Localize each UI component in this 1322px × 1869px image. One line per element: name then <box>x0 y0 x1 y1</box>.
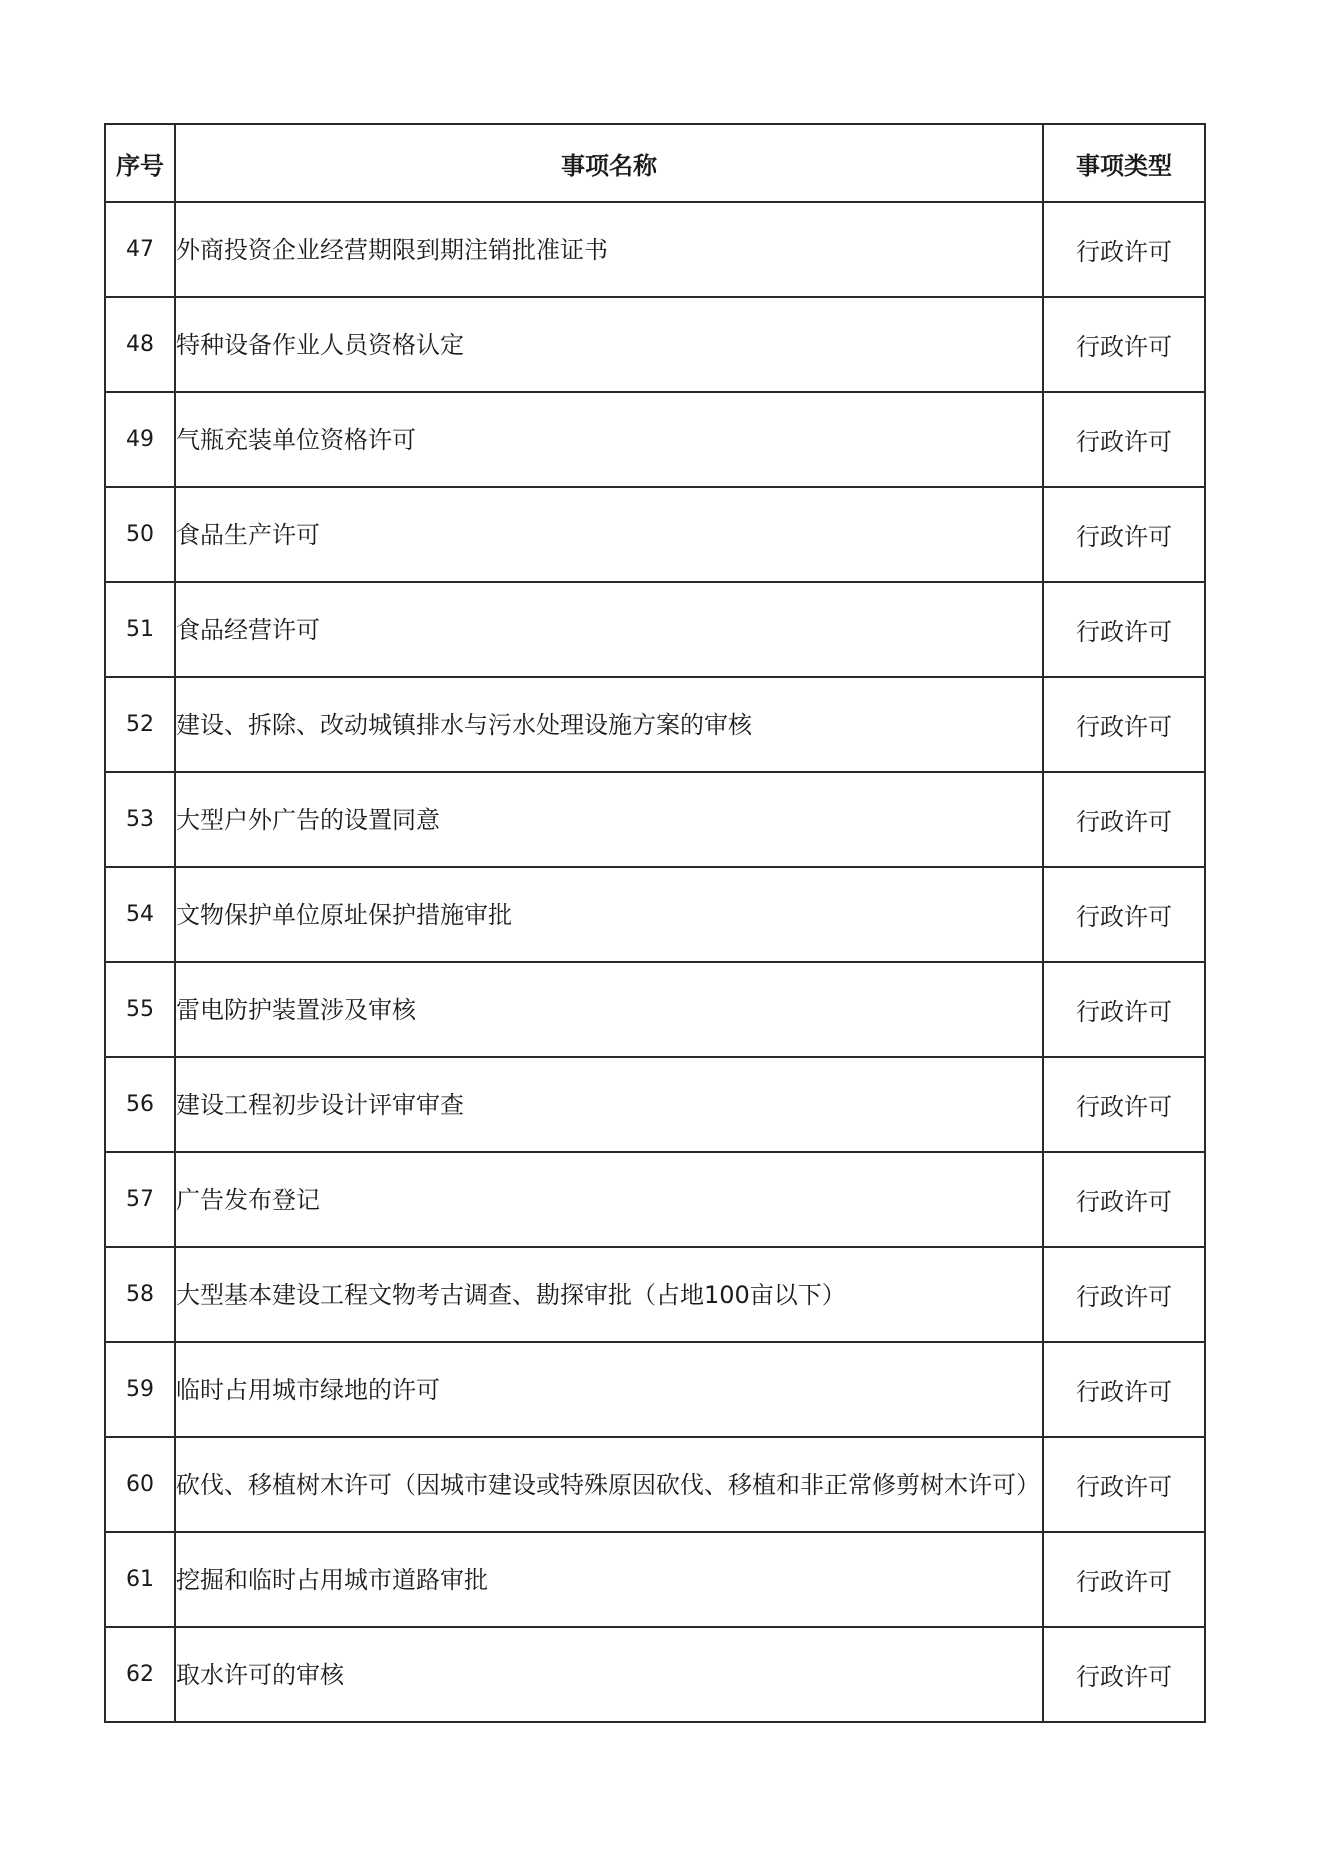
row-item-name: 大型户外广告的设置同意 <box>175 772 1043 867</box>
table-row <box>105 772 1205 867</box>
header-serial-number: 序号 <box>105 124 175 202</box>
row-item-type: 行政许可 <box>1043 1342 1205 1437</box>
row-serial-number: 47 <box>105 202 175 297</box>
row-item-name: 建设、拆除、改动城镇排水与污水处理设施方案的审核 <box>175 677 1043 772</box>
row-item-name: 挖掘和临时占用城市道路审批 <box>175 1532 1043 1627</box>
row-serial-number: 52 <box>105 677 175 772</box>
row-item-type: 行政许可 <box>1043 297 1205 392</box>
table-row <box>105 582 1205 677</box>
row-serial-number: 61 <box>105 1532 175 1627</box>
row-item-type: 行政许可 <box>1043 772 1205 867</box>
row-serial-number: 62 <box>105 1627 175 1722</box>
row-item-name: 大型基本建设工程文物考古调查、勘探审批（占地100亩以下） <box>175 1247 1043 1342</box>
table-row <box>105 1057 1205 1152</box>
table-header-row <box>105 124 1205 202</box>
table-row <box>105 1627 1205 1722</box>
row-item-type: 行政许可 <box>1043 1247 1205 1342</box>
row-item-type: 行政许可 <box>1043 1627 1205 1722</box>
row-item-type: 行政许可 <box>1043 392 1205 487</box>
table-row <box>105 202 1205 297</box>
table-row <box>105 1532 1205 1627</box>
row-serial-number: 48 <box>105 297 175 392</box>
row-item-name: 气瓶充装单位资格许可 <box>175 392 1043 487</box>
table-row <box>105 392 1205 487</box>
table-row <box>105 487 1205 582</box>
row-item-type: 行政许可 <box>1043 677 1205 772</box>
row-item-name: 食品生产许可 <box>175 487 1043 582</box>
row-serial-number: 49 <box>105 392 175 487</box>
row-serial-number: 57 <box>105 1152 175 1247</box>
table-row <box>105 1437 1205 1532</box>
row-serial-number: 53 <box>105 772 175 867</box>
header-item-name: 事项名称 <box>175 124 1043 202</box>
row-item-name: 外商投资企业经营期限到期注销批准证书 <box>175 202 1043 297</box>
row-item-name: 食品经营许可 <box>175 582 1043 677</box>
row-item-name: 特种设备作业人员资格认定 <box>175 297 1043 392</box>
row-item-type: 行政许可 <box>1043 1057 1205 1152</box>
row-serial-number: 51 <box>105 582 175 677</box>
table-row <box>105 1152 1205 1247</box>
row-serial-number: 59 <box>105 1342 175 1437</box>
items-table <box>104 123 1206 1723</box>
table-row <box>105 1342 1205 1437</box>
row-item-type: 行政许可 <box>1043 867 1205 962</box>
row-serial-number: 50 <box>105 487 175 582</box>
row-item-type: 行政许可 <box>1043 1437 1205 1532</box>
row-serial-number: 58 <box>105 1247 175 1342</box>
table-row <box>105 677 1205 772</box>
table-row <box>105 1247 1205 1342</box>
row-item-type: 行政许可 <box>1043 202 1205 297</box>
row-item-name: 取水许可的审核 <box>175 1627 1043 1722</box>
row-item-type: 行政许可 <box>1043 1532 1205 1627</box>
table-row <box>105 867 1205 962</box>
row-serial-number: 56 <box>105 1057 175 1152</box>
row-serial-number: 55 <box>105 962 175 1057</box>
table-row <box>105 297 1205 392</box>
row-item-name: 广告发布登记 <box>175 1152 1043 1247</box>
row-item-name: 雷电防护装置涉及审核 <box>175 962 1043 1057</box>
row-item-name: 临时占用城市绿地的许可 <box>175 1342 1043 1437</box>
row-item-type: 行政许可 <box>1043 962 1205 1057</box>
table-row <box>105 962 1205 1057</box>
row-item-name: 文物保护单位原址保护措施审批 <box>175 867 1043 962</box>
row-serial-number: 60 <box>105 1437 175 1532</box>
row-item-type: 行政许可 <box>1043 582 1205 677</box>
header-item-type: 事项类型 <box>1043 124 1205 202</box>
row-item-name: 砍伐、移植树木许可（因城市建设或特殊原因砍伐、移植和非正常修剪树木许可） <box>175 1437 1043 1532</box>
row-serial-number: 54 <box>105 867 175 962</box>
row-item-type: 行政许可 <box>1043 487 1205 582</box>
row-item-name: 建设工程初步设计评审审查 <box>175 1057 1043 1152</box>
row-item-type: 行政许可 <box>1043 1152 1205 1247</box>
